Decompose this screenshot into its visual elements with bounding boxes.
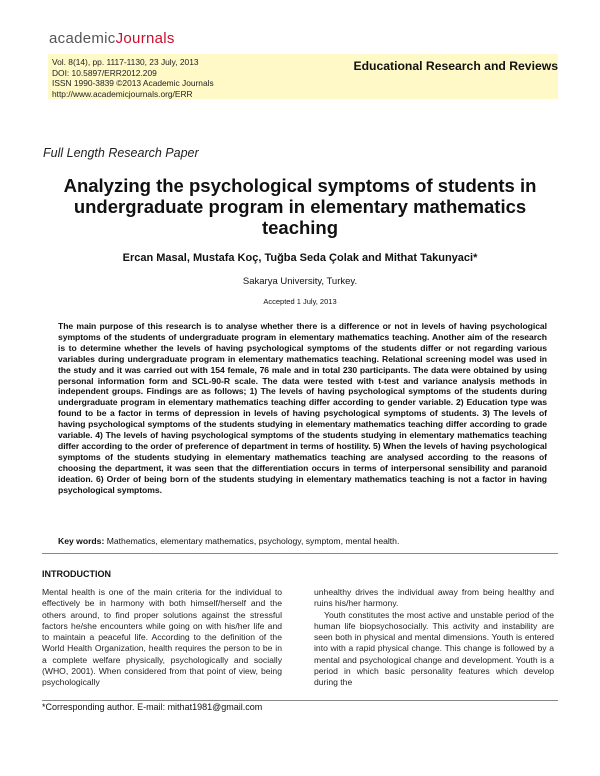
article-title: Analyzing the psychological symptoms of students in undergraduate program in elementary mathematics teaching [63, 175, 537, 238]
paper-type: Full Length Research Paper [43, 146, 199, 160]
volume-line: Vol. 8(14), pp. 1117-1130, 23 July, 2013 [52, 57, 199, 67]
accepted-date: Accepted 1 July, 2013 [263, 297, 337, 306]
authors: Ercan Masal, Mustafa Koç, Tuğba Seda Çolak and Mithat Takunyaci* [122, 252, 478, 264]
affiliation: Sakarya University, Turkey. [242, 276, 358, 287]
right-column [314, 587, 554, 689]
footnote-divider [42, 700, 558, 701]
keywords-text: Mathematics, elementary mathematics, psychology, symptom, mental health. [106, 536, 400, 546]
logo-text-journals: Journals [115, 30, 175, 47]
doi-line: DOI: 10.5897/ERR2012.209 [52, 67, 157, 78]
paragraph: unhealthy drives the individual away from being healthy and ruins his/her harmony. [314, 587, 554, 609]
paragraph: Mental health is one of the main criteria for the individual to effectively be in harmony with both himself/herself and the others around, to find proper solutions against the stressful factors he/she encounters while going on with his/her life and to maintain a peaceful life. According to the definition of the World Health Organization, health requires the person to be in a complete welfare physically, psychologically and socially (WHO, 2001). When considered from that point of view, being psychologically [42, 587, 282, 688]
abstract: The main purpose of this research is to analyse whether there is a difference or not in levels of having psychological symptoms of the students of undergraduate program in elementary mathematics teaching. Another aim of the research is to determine whether the levels of having psychological symptoms of the students differ or not regarding various variables during undergraduate program in elementary mathematics teaching. Relational screening model was used in the study and it was carried out with 154 female, 76 male and in total 230 participants. The data were obtained by using personal information form and SCL-90-R scale. The data were tested with t-test and variance analysis methods in independent groups. Findings are as follows; 1) The levels of having psychological symptoms of the students during undergraduate program in elementary mathematics teaching differ according to gender variable. 2) Education type was found to be a factor in terms of depression in levels of having psychological symptoms of students. 3) The levels of having psychological symptoms of the students studying in elementary mathematics teaching differ according to grade variable. 4) The levels of having psychological symptoms of the students studying in elementary mathematics teaching differ according to the order of preference of department in terms of hostility. 5) When the levels of having psychological symptoms of the students studying in elementary mathematics teaching are analysed according to the reasons of choosing the department, it was seen that the differentiation occurs in terms of interpersonal sensibility and paranoid ideation. 6) Order of being born of the students studying in elementary mathematics teaching is not a factor in having psychological symptoms. [58, 321, 547, 495]
journal-header-box [48, 54, 558, 99]
journal-logo [49, 30, 175, 47]
journal-title: Educational Research and Reviews [353, 59, 558, 73]
publication-meta [52, 57, 214, 99]
paragraph: Youth constitutes the most active and unstable period of the human life biopsychosocially. This activity and instability are seen both in physical and mental dimensions. Youth is entered into with a rapid physical change. This change is followed by a mental and psychological change and development. Youth is a period in which basic personality features which develop during the [314, 609, 554, 688]
section-divider [42, 553, 558, 554]
journal-url[interactable]: http://www.academicjournals.org/ERR [52, 88, 193, 99]
logo-text-academic: academic [49, 30, 116, 47]
left-column [42, 587, 282, 689]
issn-line: ISSN 1990-3839 ©2013 Academic Journals [52, 78, 214, 88]
corresponding-author-footnote: *Corresponding author. E-mail: mithat1981@gmail.com [42, 702, 263, 712]
keywords [58, 536, 547, 546]
keywords-label: Key words: [58, 536, 105, 546]
introduction-heading: INTRODUCTION [42, 569, 111, 579]
